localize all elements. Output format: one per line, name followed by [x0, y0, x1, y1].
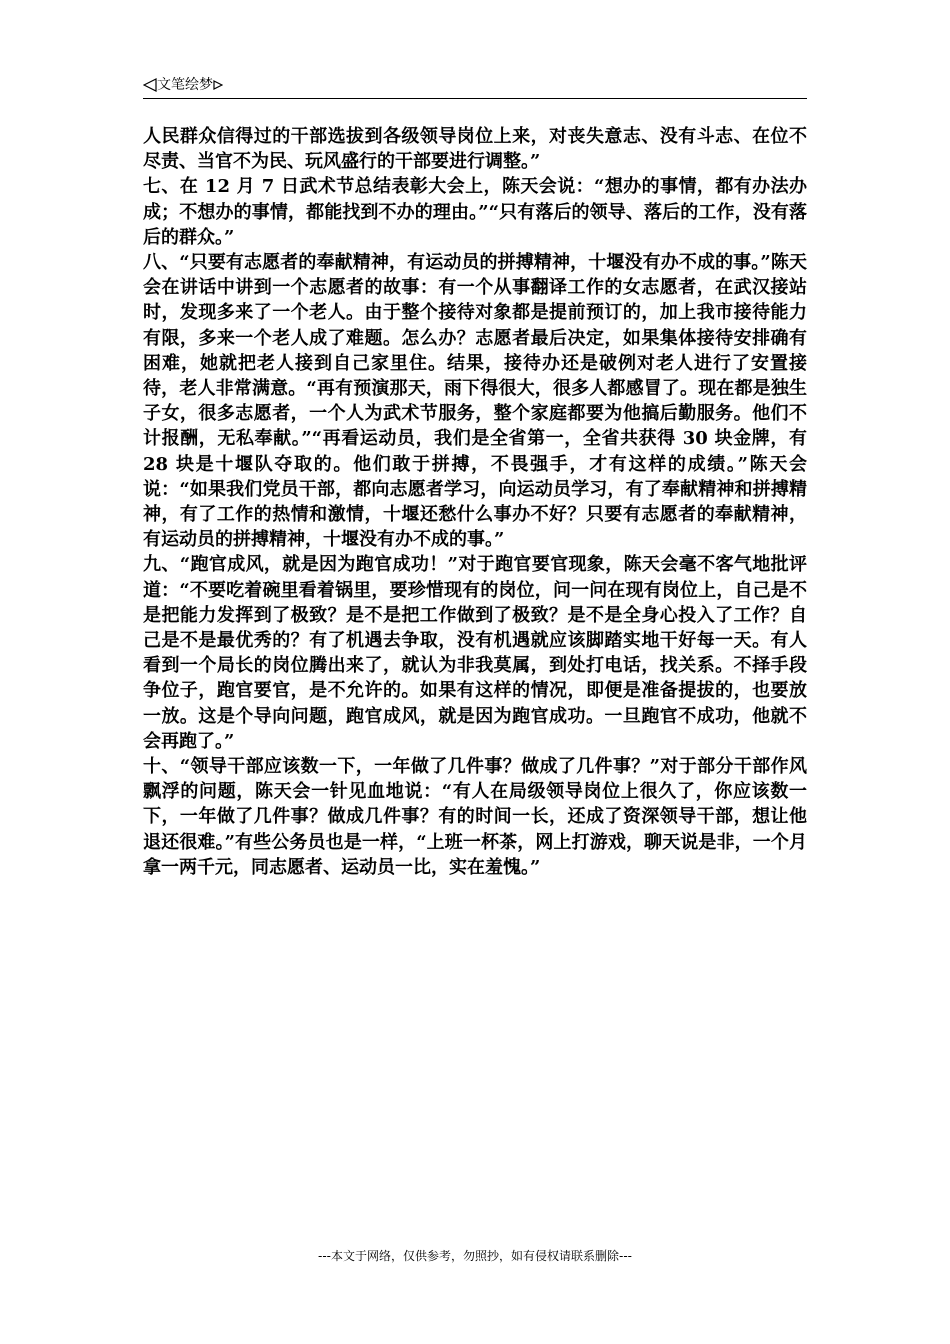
- paragraph-seven: 七、在 12 月 7 日武术节总结表彰大会上，陈天会说：“想办的事情，都有办法办成；不想办的事情，都能找到不办的理由。”“只有落后的领导、落后的工作，没有落后的群众。”: [143, 176, 807, 248]
- header-title-group: [143, 76, 223, 94]
- paragraph-nine: 九、“跑官成风，就是因为跑官成功！”对于跑官要官现象，陈天会毫不客气地批评道：“不要吃着碗里看着锅里，要珍惜现有的岗位，问一问在现有岗位上，自己是不是把能力发挥到了极致？是不是把工作做到了极致？是不是全身心投入了工作？自己是不是最优秀的？有了机遇去争取，没有机遇就应该脚踏实地干好每一天。有人看到一个局长的岗位腾出来了，就认为非我莫属，到处打电话，找关系。不择手段争位子，跑官要官，是不允许的。如果有这样的情况，即便是准备提拔的，也要放一放。这是个导向问题，跑官成风，就是因为跑官成功。一旦跑官不成功，他就不会再跑了。”: [143, 554, 807, 752]
- page-header: [143, 76, 807, 99]
- header-title: 文笔绘梦: [157, 77, 213, 93]
- page-footer: ---本文于网络，仅供参考，勿照抄，如有侵权请联系删除---: [318, 1249, 632, 1263]
- paragraph-eight: 八、“只要有志愿者的奉献精神，有运动员的拼搏精神，十堰没有办不成的事。”陈天会在讲话中讲到一个志愿者的故事：有一个从事翻译工作的女志愿者，在武汉接站时，发现多来了一个老人。由于整个接待对象都是提前预订的，加上我市接待能力有限，多来一个老人成了难题。怎么办？志愿者最后决定，如果集体接待安排确有困难，她就把老人接到自己家里住。结果，接待办还是破例对老人进行了安置接待，老人非常满意。“再有预演那天，雨下得很大，很多人都感冒了。现在都是独生子女，很多志愿者，一个人为武术节服务，整个家庭都要为他搞后勤服务。他们不计报酬，无私奉献。”“再看运动员，我们是全省第一，全省共获得 30 块金牌，有 28 块是十堰队夺取的。他们敢于拼搏，不畏强手，才有这样的成绩。”陈天会说：“如果我们党员干部，都向志愿者学习，向运动员学习，有了奉献精神和拼搏精神，有了工作的热情和激情，十堰还愁什么事办不好？只要有志愿者的奉献精神，有运动员的拼搏精神，十堰没有办不成的事。”: [143, 252, 808, 551]
- paragraph-ten: 十、“领导干部应该数一下，一年做了几件事？做成了几件事？”对于部分干部作风飘浮的问题，陈天会一针见血地说：“有人在局级领导岗位上很久了，你应该数一下，一年做了几件事？做成几件事？有的时间一长，还成了资深领导干部，想让他退还很难。”有些公务员也是一样，“上班一杯茶，网上打游戏，聊天说是非，一个月拿一两千元，同志愿者、运动员一比，实在羞愧。”: [143, 756, 807, 878]
- paragraph-continuation: 人民群众信得过的干部选拔到各级领导岗位上来，对丧失意志、没有斗志、在位不尽责、当官不为民、玩风盛行的干部要进行调整。”: [143, 126, 807, 173]
- document-body: [143, 124, 807, 880]
- right-triangle-icon: [213, 78, 223, 92]
- left-triangle-icon: [143, 78, 157, 92]
